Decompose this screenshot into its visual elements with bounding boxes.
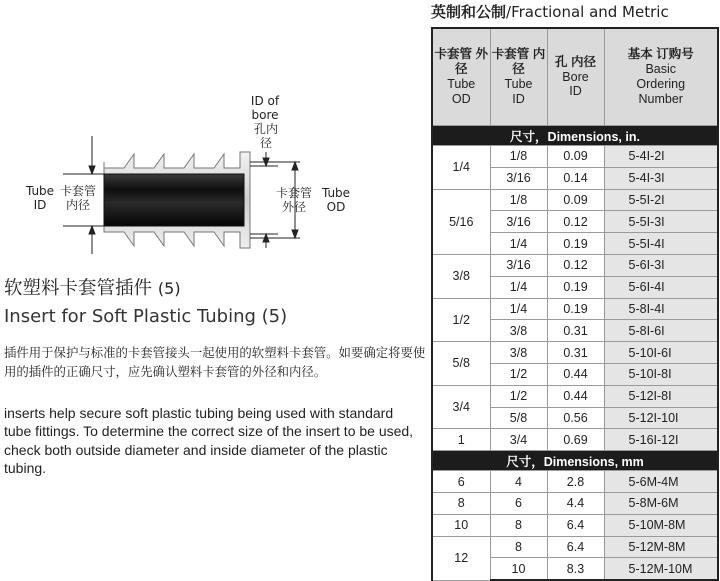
table-row xyxy=(432,189,718,211)
header-bore-id: 孔 内径 Bore ID xyxy=(547,28,604,126)
header-ordering-number: 基本 订购号 Basic Ordering Number xyxy=(604,28,718,126)
cell-tube-od: 3/4 xyxy=(432,385,490,429)
cell-ordering-number: 5-6I-3I xyxy=(604,254,718,276)
cell-bore-id: 2.8 xyxy=(547,471,604,493)
tube-id-label-cn: 卡套管 内径 xyxy=(60,184,97,212)
cell-bore-id: 0.31 xyxy=(547,320,604,342)
cell-tube-id: 1/2 xyxy=(490,385,547,407)
bore-label-en: ID of bore xyxy=(250,94,280,122)
cell-tube-od: 8 xyxy=(432,492,490,514)
product-title-en: Insert for Soft Plastic Tubing (5) xyxy=(4,306,288,327)
bore-dimension xyxy=(250,152,278,248)
plastic-tube xyxy=(104,174,244,226)
cell-ordering-number: 5-10M-8M xyxy=(604,514,718,536)
cell-tube-od: 5/8 xyxy=(432,342,490,386)
cell-bore-id: 0.19 xyxy=(547,233,604,255)
cell-bore-id: 0.31 xyxy=(547,342,604,364)
cell-tube-id: 6 xyxy=(490,492,547,514)
cell-ordering-number: 5-16I-12I xyxy=(604,429,718,451)
tube-od-label-en: Tube OD xyxy=(321,186,351,214)
cell-bore-id: 8.3 xyxy=(547,558,604,580)
section-header-row xyxy=(432,126,718,146)
cell-ordering-number: 5-10I-8I xyxy=(604,363,718,385)
cell-bore-id: 0.69 xyxy=(547,429,604,451)
ordering-table xyxy=(431,27,717,581)
cell-ordering-number: 5-8I-6I xyxy=(604,320,718,342)
cell-tube-od: 1 xyxy=(432,429,490,451)
description-cn: 插件用于保护与标准的卡套管接头一起使用的软塑料卡套管。如要确定将要使用的插件的正确尺寸，应先确认塑料卡套管的外径和内径。 xyxy=(4,345,426,379)
cell-ordering-number: 5-5I-3I xyxy=(604,211,718,233)
section-header: 尺寸，Dimensions, mm xyxy=(432,451,718,471)
cell-tube-id: 1/8 xyxy=(490,146,547,168)
cell-tube-id: 1/4 xyxy=(490,298,547,320)
cell-tube-id: 10 xyxy=(490,558,547,580)
cell-ordering-number: 5-4I-3I xyxy=(604,167,718,189)
cell-tube-od: 1/4 xyxy=(432,146,490,190)
table-row xyxy=(432,536,718,558)
cell-tube-id: 1/4 xyxy=(490,233,547,255)
cell-tube-id: 3/4 xyxy=(490,429,547,451)
cell-tube-id: 5/8 xyxy=(490,407,547,429)
cell-ordering-number: 5-12M-10M xyxy=(604,558,718,580)
cell-ordering-number: 5-6M-4M xyxy=(604,471,718,493)
cell-tube-od: 6 xyxy=(432,471,490,493)
cell-ordering-number: 5-5I-4I xyxy=(604,233,718,255)
cell-bore-id: 0.44 xyxy=(547,385,604,407)
cell-bore-id: 0.56 xyxy=(547,407,604,429)
cell-tube-id: 3/8 xyxy=(490,320,547,342)
cell-tube-id: 1/2 xyxy=(490,363,547,385)
cell-bore-id: 0.44 xyxy=(547,363,604,385)
section-header-row xyxy=(432,451,718,471)
cell-bore-id: 0.12 xyxy=(547,254,604,276)
cell-tube-od: 10 xyxy=(432,514,490,536)
cell-bore-id: 0.14 xyxy=(547,167,604,189)
cell-tube-id: 3/16 xyxy=(490,211,547,233)
bore-label-cn: 孔内 径 xyxy=(253,122,278,150)
cell-bore-id: 6.4 xyxy=(547,536,604,558)
cell-ordering-number: 5-12I-8I xyxy=(604,385,718,407)
table-row xyxy=(432,146,718,168)
table-row xyxy=(432,254,718,276)
cell-ordering-number: 5-10I-6I xyxy=(604,342,718,364)
cell-ordering-number: 5-4I-2I xyxy=(604,146,718,168)
tube-insert-illustration xyxy=(0,88,420,258)
cell-tube-od: 3/8 xyxy=(432,254,490,298)
table-row xyxy=(432,492,718,514)
cell-tube-id: 8 xyxy=(490,536,547,558)
table-row xyxy=(432,385,718,407)
tube-od-label-cn: 卡套管 外径 xyxy=(276,186,313,214)
cell-tube-od: 12 xyxy=(432,536,490,580)
table-row xyxy=(432,471,718,493)
table-row xyxy=(432,298,718,320)
cell-ordering-number: 5-8I-4I xyxy=(604,298,718,320)
cell-tube-od: 5/16 xyxy=(432,189,490,254)
cell-tube-id: 1/4 xyxy=(490,276,547,298)
table-row xyxy=(432,429,718,451)
cell-bore-id: 0.09 xyxy=(547,189,604,211)
cell-ordering-number: 5-5I-2I xyxy=(604,189,718,211)
cell-bore-id: 6.4 xyxy=(547,514,604,536)
table-caption: 英制和公制/Fractional and Metric xyxy=(431,3,669,21)
product-title-cn: 软塑料卡套管插件 (5) xyxy=(4,278,181,299)
cell-bore-id: 4.4 xyxy=(547,492,604,514)
insert-diagram xyxy=(0,88,420,258)
cell-bore-id: 0.09 xyxy=(547,146,604,168)
table-row xyxy=(432,342,718,364)
table-row xyxy=(432,514,718,536)
cell-tube-id: 3/16 xyxy=(490,254,547,276)
header-tube-id: 卡套管 内径 Tube ID xyxy=(490,28,547,126)
header-tube-od: 卡套管 外径 Tube OD xyxy=(432,28,490,126)
section-header: 尺寸，Dimensions, in. xyxy=(432,126,718,146)
cell-tube-id: 8 xyxy=(490,514,547,536)
cell-tube-id: 4 xyxy=(490,471,547,493)
cell-bore-id: 0.12 xyxy=(547,211,604,233)
cell-tube-id: 1/8 xyxy=(490,189,547,211)
cell-ordering-number: 5-8M-6M xyxy=(604,492,718,514)
cell-ordering-number: 5-12I-10I xyxy=(604,407,718,429)
cell-tube-id: 3/8 xyxy=(490,342,547,364)
cell-ordering-number: 5-6I-4I xyxy=(604,276,718,298)
cell-ordering-number: 5-12M-8M xyxy=(604,536,718,558)
description-en: inserts help secure soft plastic tubing being used with standard tube fittings. To determine the correct size of the insert to be used, check both outside diameter and inside diameter of the plastic tubing. xyxy=(4,405,414,476)
cell-bore-id: 0.19 xyxy=(547,298,604,320)
cell-bore-id: 0.19 xyxy=(547,276,604,298)
tube-id-label-en: Tube ID xyxy=(25,184,55,212)
cell-tube-od: 1/2 xyxy=(432,298,490,342)
cell-tube-id: 3/16 xyxy=(490,167,547,189)
